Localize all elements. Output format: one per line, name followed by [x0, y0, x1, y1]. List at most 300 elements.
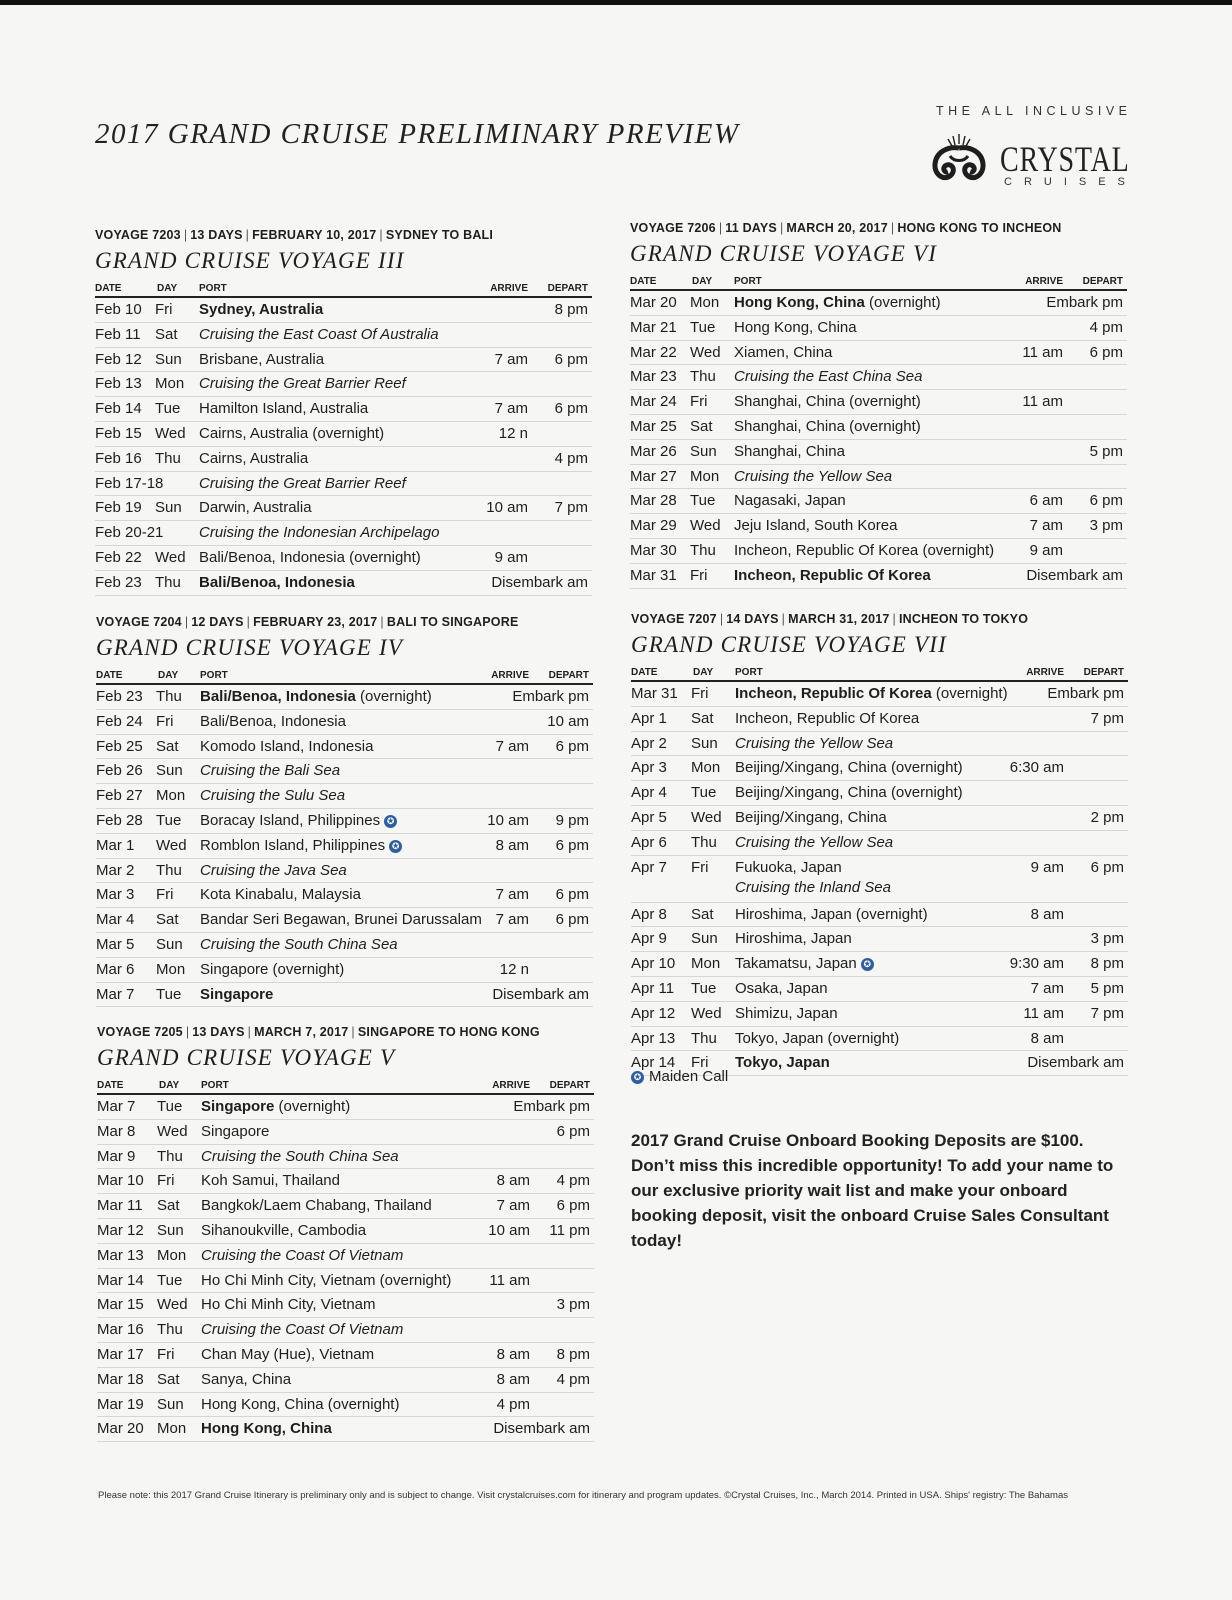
- header-separator: |: [892, 612, 896, 626]
- row-arrive: 7 am: [495, 886, 529, 904]
- row-date: Mar 3: [96, 886, 135, 904]
- itinerary-row: [95, 372, 592, 397]
- port-name: Bandar Seri Begawan, Brunei Darussalam: [200, 911, 482, 929]
- header-separator: |: [351, 1025, 355, 1039]
- port-name: Romblon Island, Philippines: [200, 836, 386, 854]
- row-day: Sun: [691, 734, 718, 752]
- row-day: Sat: [157, 1197, 180, 1215]
- column-depart: DEPART: [1083, 667, 1124, 678]
- itinerary-row: [96, 685, 593, 710]
- row-arrive: 8 am: [1030, 1029, 1064, 1047]
- port-name: Ho Chi Minh City, Vietnam (overnight): [201, 1271, 452, 1289]
- voyage-7203: [95, 228, 592, 596]
- voyage-route: SINGAPORE TO HONG KONG: [357, 1025, 540, 1039]
- row-day: Fri: [690, 393, 708, 411]
- row-port: [734, 468, 892, 485]
- port-name: Brisbane, Australia: [199, 350, 325, 368]
- row-day: Tue: [155, 400, 181, 418]
- port-name: Cruising the South China Sea: [201, 1147, 399, 1165]
- port-name: Hong Kong, China: [201, 1420, 332, 1438]
- itinerary-row: [95, 571, 592, 596]
- itinerary-row: [97, 1417, 594, 1442]
- port-name: Fukuoka, Japan: [735, 858, 842, 876]
- row-day: Fri: [157, 1172, 175, 1190]
- row-date: Mar 10: [97, 1172, 144, 1190]
- row-depart: 4 pm: [556, 1370, 590, 1388]
- column-day: DAY: [158, 670, 179, 681]
- row-date: Mar 14: [97, 1271, 144, 1289]
- row-arrive: 11 am: [1022, 343, 1063, 361]
- row-port: [201, 1371, 291, 1388]
- port-name: Hong Kong, China: [734, 294, 865, 311]
- voyage-header: [96, 615, 593, 633]
- column-depart: DEPART: [547, 283, 588, 294]
- voyage-days: 14 DAYS: [726, 612, 779, 626]
- row-day: Thu: [155, 449, 181, 467]
- itinerary-row: [97, 1343, 594, 1368]
- row-date: Feb 15: [95, 424, 142, 442]
- port-name: Xiamen, China: [734, 343, 833, 361]
- row-date: Mar 23: [630, 368, 677, 386]
- row-date: Mar 26: [630, 442, 677, 460]
- column-day: DAY: [692, 276, 713, 287]
- port-name: Bali/Benoa, Indonesia (overnight): [199, 548, 421, 566]
- voyage-header: [630, 221, 1127, 239]
- row-embark-status: Embark pm: [1046, 294, 1123, 311]
- row-depart: 6 pm: [1090, 858, 1124, 876]
- row-day: Tue: [690, 318, 716, 336]
- row-depart: 4 pm: [1089, 318, 1123, 336]
- row-port: [201, 1321, 403, 1338]
- row-day: Fri: [157, 1345, 175, 1363]
- port-name: Shanghai, China (overnight): [734, 417, 921, 435]
- row-day: Mon: [155, 375, 185, 393]
- itinerary-row: [631, 856, 1128, 903]
- row-day: Sun: [155, 350, 182, 368]
- row-port: [200, 886, 361, 903]
- row-date: Mar 24: [630, 393, 677, 411]
- row-depart: 7 pm: [1090, 709, 1124, 727]
- table-header: [630, 275, 1127, 291]
- row-date: Mar 2: [96, 861, 135, 879]
- port-name: Cruising the Sulu Sea: [200, 787, 346, 805]
- row-date: Mar 25: [630, 417, 677, 435]
- row-date: Mar 16: [97, 1321, 144, 1339]
- port-name: Koh Samui, Thailand: [201, 1172, 340, 1190]
- row-date: Mar 1: [96, 836, 135, 854]
- port-note: (overnight): [931, 685, 1008, 702]
- row-date: Feb 24: [96, 712, 143, 730]
- row-port: [735, 735, 893, 752]
- row-arrive: 12 n: [499, 960, 529, 978]
- row-day: Wed: [157, 1122, 188, 1140]
- row-port: [201, 1172, 340, 1189]
- column-depart: DEPART: [548, 670, 589, 681]
- row-arrive: 8 am: [496, 1345, 530, 1363]
- itinerary-row: [630, 440, 1127, 465]
- row-date: Apr 7: [631, 858, 667, 876]
- itinerary-row: [630, 514, 1127, 539]
- row-port: [201, 1247, 403, 1264]
- row-port: [199, 450, 308, 467]
- voyage-number: VOYAGE 7203: [95, 228, 181, 242]
- row-date: Apr 4: [631, 784, 667, 802]
- row-day: Sun: [157, 1221, 184, 1239]
- row-day: Wed: [157, 1296, 188, 1314]
- itinerary-row: [631, 903, 1128, 928]
- port-name: Jeju Island, South Korea: [734, 517, 898, 535]
- row-port: [200, 862, 347, 879]
- row-day: Wed: [155, 548, 186, 566]
- row-port: [200, 713, 346, 730]
- row-day: Thu: [690, 541, 716, 559]
- row-port: [734, 443, 845, 460]
- row-date: Feb 26: [96, 762, 143, 780]
- itinerary-row: [97, 1145, 594, 1170]
- row-port: [734, 542, 994, 559]
- itinerary-row: [630, 341, 1127, 366]
- itinerary-row: [97, 1219, 594, 1244]
- header-separator: |: [718, 221, 723, 235]
- row-day: Thu: [155, 573, 181, 591]
- port-name: Cruising the Yellow Sea: [734, 467, 893, 485]
- row-depart: 6 pm: [1089, 343, 1123, 361]
- header-separator: |: [246, 615, 251, 629]
- voyage-header: [97, 1025, 594, 1043]
- row-port: [735, 1005, 838, 1022]
- row-arrive: 11 am: [1023, 1004, 1064, 1022]
- row-day: Wed: [690, 343, 721, 361]
- row-date: Mar 31: [631, 685, 678, 702]
- row-day: Mon: [690, 294, 720, 311]
- port-name: Shanghai, China: [734, 442, 845, 460]
- row-arrive: 6:30 am: [1009, 759, 1064, 777]
- itinerary-row: [631, 831, 1128, 856]
- row-day: Sun: [157, 1395, 184, 1413]
- row-day: Sat: [691, 905, 714, 923]
- voyage-route: BALI TO SINGAPORE: [386, 615, 519, 629]
- row-date: Apr 11: [631, 979, 675, 997]
- row-port: [201, 1420, 332, 1437]
- header-separator: |: [719, 612, 724, 626]
- maiden-call-icon: ✪: [389, 840, 402, 853]
- row-date: Mar 18: [97, 1370, 144, 1388]
- row-day: Thu: [156, 688, 182, 705]
- row-arrive: 9 am: [1030, 858, 1064, 876]
- row-port: [201, 1197, 432, 1214]
- column-day: DAY: [159, 1080, 180, 1091]
- row-day: Fri: [691, 1054, 709, 1072]
- header-separator: |: [890, 221, 895, 235]
- row-port: [734, 368, 922, 385]
- row-depart: 6 pm: [555, 886, 589, 904]
- row-port: [735, 955, 874, 972]
- row-depart: 6 pm: [1089, 492, 1123, 510]
- row-arrive: 10 am: [488, 1221, 530, 1239]
- itinerary-row: [97, 1269, 594, 1294]
- port-name: Tokyo, Japan (overnight): [735, 1029, 900, 1047]
- row-date: Apr 1: [631, 709, 667, 727]
- voyage-route: INCHEON TO TOKYO: [899, 612, 1029, 626]
- itinerary-row: [631, 806, 1128, 831]
- column-date: DATE: [96, 670, 123, 681]
- header-separator: |: [380, 615, 384, 629]
- port-name: Beijing/Xingang, China (overnight): [735, 784, 963, 802]
- row-date: Mar 7: [97, 1098, 136, 1115]
- port-name: Cairns, Australia (overnight): [199, 424, 385, 442]
- row-embark-status: Embark pm: [512, 688, 589, 705]
- row-depart: 6 pm: [554, 400, 588, 418]
- row-port: [200, 812, 397, 829]
- itinerary-row: [96, 908, 593, 933]
- port-name: Bali/Benoa, Indonesia: [200, 712, 346, 730]
- row-day: Wed: [691, 1004, 722, 1022]
- legend-label: Maiden Call: [649, 1068, 729, 1085]
- row-arrive: 7 am: [495, 737, 529, 755]
- row-depart: 4 pm: [554, 449, 588, 467]
- row-arrive: 9 am: [1029, 541, 1063, 559]
- port-name: Sihanoukville, Cambodia: [201, 1221, 367, 1239]
- header-separator: |: [183, 228, 188, 242]
- header-separator: |: [245, 228, 250, 242]
- itinerary-row: [630, 539, 1127, 564]
- booking-deposit-promo: 2017 Grand Cruise Onboard Booking Deposits are $100. Don’t miss this incredible opportunity! To add your name to our exclusive priority wait list and make your onboard booking deposit, visit the onboard Cruise Sales Consultant today!: [631, 1131, 1114, 1250]
- row-port: [734, 567, 931, 584]
- row-date: Feb 25: [96, 737, 143, 755]
- row-arrive: 9:30 am: [1009, 955, 1064, 973]
- row-embark-status: Embark pm: [513, 1098, 590, 1115]
- port-name: Beijing/Xingang, China (overnight): [735, 759, 963, 777]
- port-name: Nagasaki, Japan: [734, 492, 846, 510]
- maiden-call-icon: ✪: [631, 1071, 644, 1084]
- row-port: [199, 475, 406, 492]
- table-header: [96, 669, 593, 685]
- itinerary-row: [96, 883, 593, 908]
- itinerary-row: [96, 735, 593, 760]
- voyage-name: GRAND CRUISE VOYAGE V: [97, 1045, 396, 1070]
- itinerary-row: [96, 958, 593, 983]
- itinerary-row: [95, 447, 592, 472]
- itinerary-row: [96, 983, 593, 1008]
- row-depart: 6 pm: [556, 1122, 590, 1140]
- port-name: Cruising the Bali Sea: [200, 762, 341, 780]
- row-port: [199, 375, 406, 392]
- row-depart: 8 pm: [554, 301, 588, 318]
- row-embark-status: Disembark am: [491, 573, 588, 591]
- row-day: Fri: [691, 858, 709, 876]
- port-name: Takamatsu, Japan: [735, 955, 857, 973]
- row-date: Mar 6: [96, 960, 135, 978]
- itinerary-row: [97, 1194, 594, 1219]
- column-port: PORT: [200, 670, 228, 681]
- row-depart: 3 pm: [1090, 930, 1124, 948]
- row-date: Apr 5: [631, 808, 667, 826]
- column-date: DATE: [630, 276, 657, 287]
- maiden-call-legend: [631, 1068, 728, 1085]
- row-date: Mar 12: [97, 1221, 144, 1239]
- voyage-name: GRAND CRUISE VOYAGE VI: [630, 241, 938, 266]
- top-edge: [0, 0, 1232, 5]
- port-name: Incheon, Republic Of Korea (overnight): [734, 541, 995, 559]
- row-depart: 11 pm: [549, 1221, 590, 1239]
- voyage-number: VOYAGE 7206: [630, 221, 716, 235]
- row-port: [734, 418, 921, 435]
- port-name: Cruising the Indonesian Archipelago: [199, 524, 440, 542]
- row-date: Mar 4: [96, 911, 135, 929]
- row-embark-status: Disembark am: [493, 1420, 590, 1438]
- row-port: [200, 738, 373, 755]
- port-name: Incheon, Republic Of Korea: [735, 709, 920, 727]
- row-date: Feb 20-21: [95, 524, 164, 542]
- row-day: Fri: [156, 886, 174, 904]
- itinerary-row: [630, 365, 1127, 390]
- row-depart: 6 pm: [556, 1197, 590, 1215]
- row-date: Apr 9: [631, 930, 667, 948]
- row-depart: 2 pm: [1090, 808, 1124, 826]
- row-day: Thu: [157, 1147, 183, 1165]
- row-date: Feb 27: [96, 787, 143, 805]
- row-day: Tue: [690, 492, 716, 510]
- column-arrive: ARRIVE: [492, 1080, 530, 1091]
- row-date: Feb 19: [95, 499, 142, 517]
- row-date: Apr 14: [631, 1054, 676, 1072]
- column-depart: DEPART: [1082, 276, 1123, 287]
- voyage-route: SYDNEY TO BALI: [385, 228, 494, 242]
- column-day: DAY: [157, 283, 178, 294]
- row-arrive: 7 am: [1029, 517, 1063, 535]
- itinerary-row: [631, 927, 1128, 952]
- itinerary-row: [95, 546, 592, 571]
- page-title: 2017 GRAND CRUISE PRELIMINARY PREVIEW: [95, 118, 740, 150]
- row-arrive: 7 am: [1030, 979, 1064, 997]
- row-port: [735, 930, 852, 947]
- row-depart: 7 pm: [1090, 1004, 1124, 1022]
- row-arrive: 11 am: [1022, 393, 1063, 411]
- voyage-header: [95, 228, 592, 246]
- row-day: Tue: [157, 1098, 183, 1115]
- port-name: Osaka, Japan: [735, 979, 828, 997]
- column-date: DATE: [97, 1080, 124, 1091]
- port-name: Singapore: [201, 1098, 275, 1115]
- itinerary-row: [95, 496, 592, 521]
- row-port: [735, 809, 887, 826]
- row-depart: 3 pm: [556, 1296, 590, 1314]
- row-port: [199, 524, 439, 541]
- row-port: [735, 906, 928, 923]
- itinerary-row: [630, 465, 1127, 490]
- port-name: Sanya, China: [201, 1370, 292, 1388]
- row-day: Mon: [691, 955, 721, 973]
- itinerary-row: [95, 397, 592, 422]
- row-date: Mar 29: [630, 517, 677, 535]
- row-day: Mon: [157, 1420, 187, 1438]
- row-depart: 10 am: [547, 712, 589, 730]
- port-name: Cruising the East China Sea: [734, 368, 923, 386]
- row-day: Thu: [691, 1029, 717, 1047]
- row-port: [735, 1030, 899, 1047]
- row-date: Apr 13: [631, 1029, 676, 1047]
- row-depart: 8 pm: [1090, 955, 1124, 973]
- row-day: Sat: [156, 737, 179, 755]
- row-arrive: 10 am: [487, 811, 529, 829]
- row-day: Thu: [691, 833, 717, 851]
- port-name: Chan May (Hue), Vietnam: [201, 1345, 375, 1363]
- row-arrive: 12 n: [498, 424, 528, 442]
- port-name: Singapore (overnight): [200, 960, 345, 978]
- row-port: [734, 344, 832, 361]
- row-arrive: 8 am: [1030, 905, 1064, 923]
- itinerary-row: [97, 1169, 594, 1194]
- row-day: Sun: [155, 499, 182, 517]
- voyage-date: FEBRUARY 10, 2017: [252, 228, 377, 242]
- port-note: (overnight): [274, 1098, 351, 1115]
- row-day: Tue: [691, 979, 717, 997]
- row-date: Mar 17: [97, 1345, 144, 1363]
- row-date: Mar 11: [97, 1197, 143, 1215]
- column-arrive: ARRIVE: [491, 670, 529, 681]
- row-date: Apr 2: [631, 734, 667, 752]
- row-embark-status: Disembark am: [1026, 566, 1123, 584]
- column-arrive: ARRIVE: [1025, 276, 1063, 287]
- port-name: Singapore: [200, 985, 274, 1003]
- itinerary-row: [630, 489, 1127, 514]
- row-embark-status: Embark pm: [1047, 685, 1124, 702]
- row-arrive: 10 am: [486, 499, 528, 517]
- port-name: Bali/Benoa, Indonesia: [199, 573, 355, 591]
- itinerary-row: [97, 1095, 594, 1120]
- row-day: Fri: [156, 712, 174, 730]
- row-day: Thu: [157, 1321, 183, 1339]
- row-port: [200, 911, 482, 928]
- row-port: [199, 499, 312, 516]
- itinerary-row: [631, 952, 1128, 977]
- voyage-number: VOYAGE 7207: [631, 612, 717, 626]
- row-day: Sun: [691, 930, 718, 948]
- itinerary-row: [95, 348, 592, 373]
- logo-name: CRYSTAL: [1000, 139, 1130, 179]
- row-port: [734, 294, 941, 311]
- row-date: Apr 12: [631, 1004, 676, 1022]
- row-port: [200, 961, 344, 978]
- row-date: Mar 22: [630, 343, 677, 361]
- voyage-days: 13 DAYS: [190, 228, 243, 242]
- row-port: [735, 980, 828, 997]
- row-date: Feb 16: [95, 449, 142, 467]
- row-day: Sat: [157, 1370, 180, 1388]
- itinerary-row: [631, 732, 1128, 757]
- row-day: Fri: [690, 566, 708, 584]
- port-name: Cruising the Great Barrier Reef: [199, 375, 406, 393]
- header-separator: |: [779, 221, 784, 235]
- itinerary-row: [95, 298, 592, 323]
- row-date: Feb 10: [95, 301, 142, 318]
- crystal-crown-icon: [930, 132, 988, 188]
- itinerary-row: [95, 422, 592, 447]
- row-port: [735, 834, 893, 851]
- row-day: Thu: [156, 861, 182, 879]
- table-header: [97, 1079, 594, 1095]
- row-day: Tue: [156, 985, 182, 1003]
- row-depart: 4 pm: [556, 1172, 590, 1190]
- row-port: [735, 685, 1008, 702]
- voyage-date: FEBRUARY 23, 2017: [253, 615, 378, 629]
- port-name: Cruising the Coast Of Vietnam: [201, 1246, 404, 1264]
- row-day: Sat: [156, 911, 179, 929]
- row-day: Fri: [691, 685, 709, 702]
- voyage-number: VOYAGE 7204: [96, 615, 182, 629]
- port-name: Cruising the Coast Of Vietnam: [201, 1321, 404, 1339]
- row-port: [200, 688, 432, 705]
